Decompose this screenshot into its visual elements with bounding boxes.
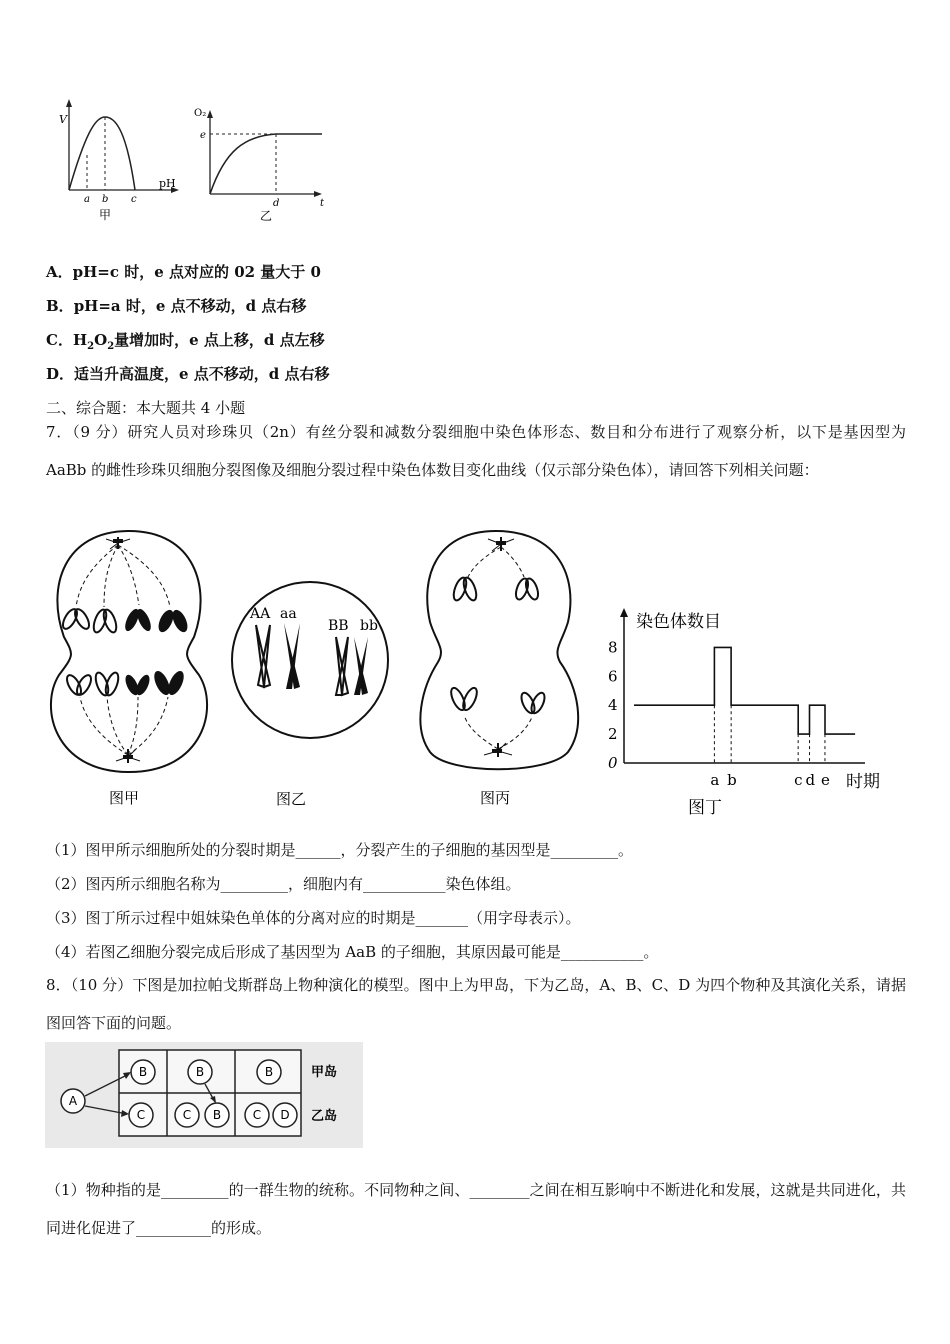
question-7-sub-2: （2）图丙所示细胞名称为_________，细胞内有___________染色体组。 (46, 875, 521, 893)
x-tick-label: c (794, 771, 803, 789)
subscript: 2 (87, 341, 95, 352)
tick-label-c: c (131, 194, 137, 205)
island-label-bottom: 乙岛 (311, 1109, 338, 1124)
question-text: 研究人员对珍珠贝（2n）有丝分裂和减数分裂细胞中染色体形态、数目和分布进行了观察分析，以下是基因型为 AaBb 的雌性珍珠贝细胞分裂图像及细胞分裂过程中染色体数目变化曲线（仅示部分染色体），请回答下列相关问题： (46, 423, 907, 479)
species-label-B: B (264, 1065, 274, 1079)
option-d (46, 364, 906, 384)
x-tick-label: a (710, 771, 720, 789)
option-text-mid: O (94, 331, 108, 349)
option-text-post: 量增加时，e 点上移，d 点左移 (114, 331, 325, 349)
option-b (46, 296, 906, 316)
species-label-B: B (195, 1065, 205, 1079)
y-axis-label: 染色体数目 (636, 612, 721, 632)
section-title: 二、综合题：本大题共 4 小题 (46, 399, 246, 417)
x-tick-label: d (805, 771, 816, 789)
x-tick-label: e (820, 771, 830, 789)
species-label-A: A (68, 1094, 78, 1108)
option-letter: D． (46, 365, 75, 383)
option-text: pH=a 时，e 点不移动，d 点右移 (73, 297, 307, 315)
figure-caption: 乙 (260, 209, 273, 223)
figure-caption: 图丙 (480, 789, 511, 807)
y-tick-label: 2 (608, 725, 618, 744)
figure-yi-small (190, 100, 330, 225)
subscript: 2 (107, 341, 115, 352)
figure-jia-cell (44, 527, 214, 817)
species-label-C: C (182, 1108, 192, 1122)
y-tick-label: 6 (608, 667, 618, 686)
y-axis-label: O₂ (194, 108, 207, 119)
figure-jia-small (55, 95, 185, 230)
option-letter: A． (46, 263, 73, 281)
option-text: 适当升高温度，e 点不移动，d 点右移 (74, 365, 330, 383)
question-score: （9 分） (72, 423, 128, 441)
species-label-B: B (212, 1108, 222, 1122)
species-label-B: B (138, 1065, 148, 1079)
x-axis-label: t (320, 198, 325, 209)
x-tick-label: b (727, 771, 737, 789)
species-label-C: C (136, 1108, 146, 1122)
y-tick-label: 4 (608, 696, 618, 715)
island-label-top: 甲岛 (311, 1065, 338, 1080)
question-text: 下图是加拉帕戈斯群岛上物种演化的模型。图中上为甲岛，下为乙岛，A、B、C、D 为四个物种及其演化关系，请据图回答下面的问题。 (46, 976, 906, 1032)
question-number: 8． (46, 976, 71, 994)
option-c (46, 330, 906, 357)
figure-caption: 图甲 (109, 789, 140, 807)
y-axis-label: V (59, 113, 67, 126)
species-label-D: D (280, 1108, 290, 1122)
allele-label-aa: aa (280, 606, 297, 622)
question-score: （10 分） (70, 976, 133, 994)
tick-label-a: a (84, 194, 90, 205)
figure-caption: 图丁 (688, 798, 722, 818)
figure-yi-cell (228, 575, 398, 820)
level-label-e: e (200, 130, 206, 141)
option-text: pH=c 时，e 点对应的 02 量大于 0 (72, 263, 321, 281)
allele-label-bb: bb (360, 618, 378, 634)
option-text-pre: H (72, 331, 88, 349)
figure-caption: 图乙 (276, 790, 307, 808)
tick-label-d: d (273, 198, 280, 209)
figure-ding-chart (600, 605, 900, 820)
y-tick-label: 0 (608, 754, 618, 772)
figure-island-model (45, 1042, 363, 1148)
question-7-sub-1: （1）图甲所示细胞所处的分裂时期是______，分裂产生的子细胞的基因型是_________。 (46, 841, 634, 859)
question-7-sub-3: （3）图丁所示过程中姐妹染色单体的分离对应的时期是_______（用字母表示）。 (46, 909, 581, 927)
figure-bing-cell (418, 527, 583, 817)
option-letter: B． (46, 297, 74, 315)
tick-label-b: b (102, 194, 109, 205)
chromosome-count-line (634, 647, 855, 734)
figure-caption: 甲 (99, 208, 112, 222)
x-axis-label: 时期 (846, 772, 880, 792)
option-letter: C． (46, 331, 73, 349)
allele-label-BB: BB (328, 618, 349, 634)
y-tick-label: 8 (608, 638, 618, 657)
species-label-C: C (252, 1108, 262, 1122)
option-a (46, 262, 906, 282)
question-8-sub-1: （1）物种指的是_________的一群生物的统称。不同物种之间、________之间在相互影响中不断进化和发展，这就是共同进化，共同进化促进了__________的形成。 (46, 1181, 906, 1237)
question-number: 7． (46, 423, 73, 441)
question-7-stem (46, 413, 906, 489)
allele-label-AA: AA (250, 606, 271, 622)
question-8-stem (46, 966, 906, 1042)
question-7-sub-4: （4）若图乙细胞分裂完成后形成了基因型为 AaB 的子细胞，其原因最可能是___________。 (46, 943, 659, 961)
x-axis-label: pH (159, 177, 176, 190)
